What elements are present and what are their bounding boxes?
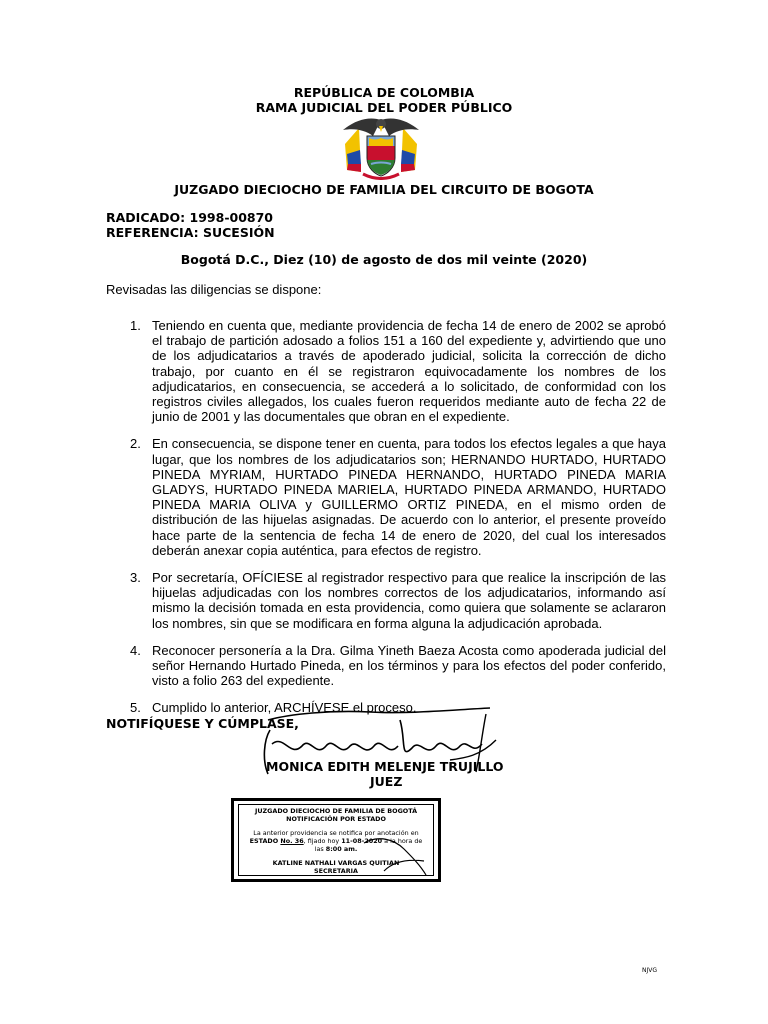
list-item [106, 318, 666, 424]
list-item [106, 436, 666, 558]
item-number: 5. [130, 700, 141, 716]
footer-initials: NJVG [642, 967, 658, 974]
referencia: REFERENCIA: SUCESIÓN [106, 225, 275, 240]
resolution-list [106, 318, 666, 728]
stamp-signature-icon [354, 831, 434, 881]
header-republic: REPÚBLICA DE COLOMBIA [293, 85, 475, 100]
date-line: Bogotá D.C., Diez (10) de agosto de dos mil veinte (2020) [180, 252, 588, 267]
stamp-estado-prefix: ESTADO [249, 837, 281, 845]
stamp-time: 8:00 am. [325, 845, 358, 853]
item-number: 3. [130, 570, 141, 586]
list-item [106, 643, 666, 689]
court-name: JUZGADO DIECIOCHO DE FAMILIA DEL CIRCUITO DE BOGOTA [174, 182, 594, 197]
notification-stamp [231, 798, 441, 882]
coat-of-arms-icon [335, 114, 427, 180]
stamp-notification: NOTIFICACIÓN POR ESTADO [286, 815, 386, 823]
stamp-court: JUZGADO DIECIOCHO DE FAMILIA DE BOGOTÁ [254, 807, 418, 815]
stamp-secretary: KATLINE NATHALI VARGAS QUITIAN [272, 859, 400, 867]
item-text: En consecuencia, se dispone tener en cuenta, para todos los efectos legales a que haya lugar, que los nombres de los adjudicatarios son; HERNANDO HURTADO, HURTADO PINEDA MYRIAM, HURTADO PINEDA HERNANDO, HURTADO PINEDA MARIA GLADYS, HURTADO PINEDA MARIELA, HURTADO PINEDA ARMANDO, HURTADO PINEDA MARIA OLIVA y GUILLERMO ORTIZ PINEDA, en el mismo orden de distribución de las hijuelas asignadas. De acuerdo con lo anterior, el presente proveído hace parte de la sentencia de fecha 14 de enero de 2020, del cual los interesados deberán anexar copia auténtica, para efectos de registro. [152, 436, 666, 558]
stamp-fijado: , fijado hoy [303, 837, 342, 845]
header-branch: RAMA JUDICIAL DEL PODER PÚBLICO [255, 100, 513, 115]
item-number: 1. [130, 318, 141, 333]
item-number: 2. [130, 436, 141, 452]
stamp-hora: a la hora de [382, 837, 423, 845]
item-text: Teniendo en cuenta que, mediante providencia de fecha 14 de enero de 2002 se aprobó el trabajo de partición adosado a folios 151 a 160 del expediente y, advirtiendo que uno de los adjudicatarios a través de apoderado judicial, solicita la corrección de dicho trabajo, por cuanto en él se registraron equivocadamente los nombres de los adjudicatarios, en consecuencia, se accederá a lo solicitado, de conformidad con los registros civiles allegados, los cuales fueron requeridos mediante auto de fecha 22 de junio de 2001 y las documentales que obran en el expediente. [152, 318, 666, 425]
item-text: Por secretaría, OFÍCIESE al registrador respectivo para que realice la inscripción de las hijuelas adjudicadas con los nombres correctos de los adjudicatarios, informando así mismo la decisión tomada en esta providencia, como quiera que solamente se aclararon los nombres, sin que se modificara en forma alguna la adjudicación aprobada. [152, 570, 666, 631]
stamp-date: 11-08-2020 [341, 837, 383, 845]
signer-name: MONICA EDITH MELENJE TRUJILLO [266, 759, 504, 774]
item-text: Cumplido lo anterior, ARCHÍVESE el proceso. [152, 700, 417, 716]
closing-text: NOTIFÍQUESE Y CÚMPLASE, [106, 716, 299, 731]
stamp-las: las [314, 845, 326, 853]
stamp-estado-number: No. 36 [280, 837, 304, 845]
stamp-secretary-title: SECRETARIA [314, 867, 358, 875]
stamp-notice: La anterior providencia se notifica por anotación en [253, 829, 419, 837]
signer-title: JUEZ [370, 774, 403, 789]
intro-text: Revisadas las diligencias se dispone: [106, 282, 322, 297]
item-number: 4. [130, 642, 141, 658]
list-item [106, 570, 666, 631]
radicado: RADICADO: 1998-00870 [106, 210, 273, 225]
item-text: Reconocer personería a la Dra. Gilma Yineth Baeza Acosta como apoderada judicial del señor Hernando Hurtado Pineda, en los términos y para los efectos del poder conferido, visto a folio 263 del expediente. [152, 642, 666, 689]
